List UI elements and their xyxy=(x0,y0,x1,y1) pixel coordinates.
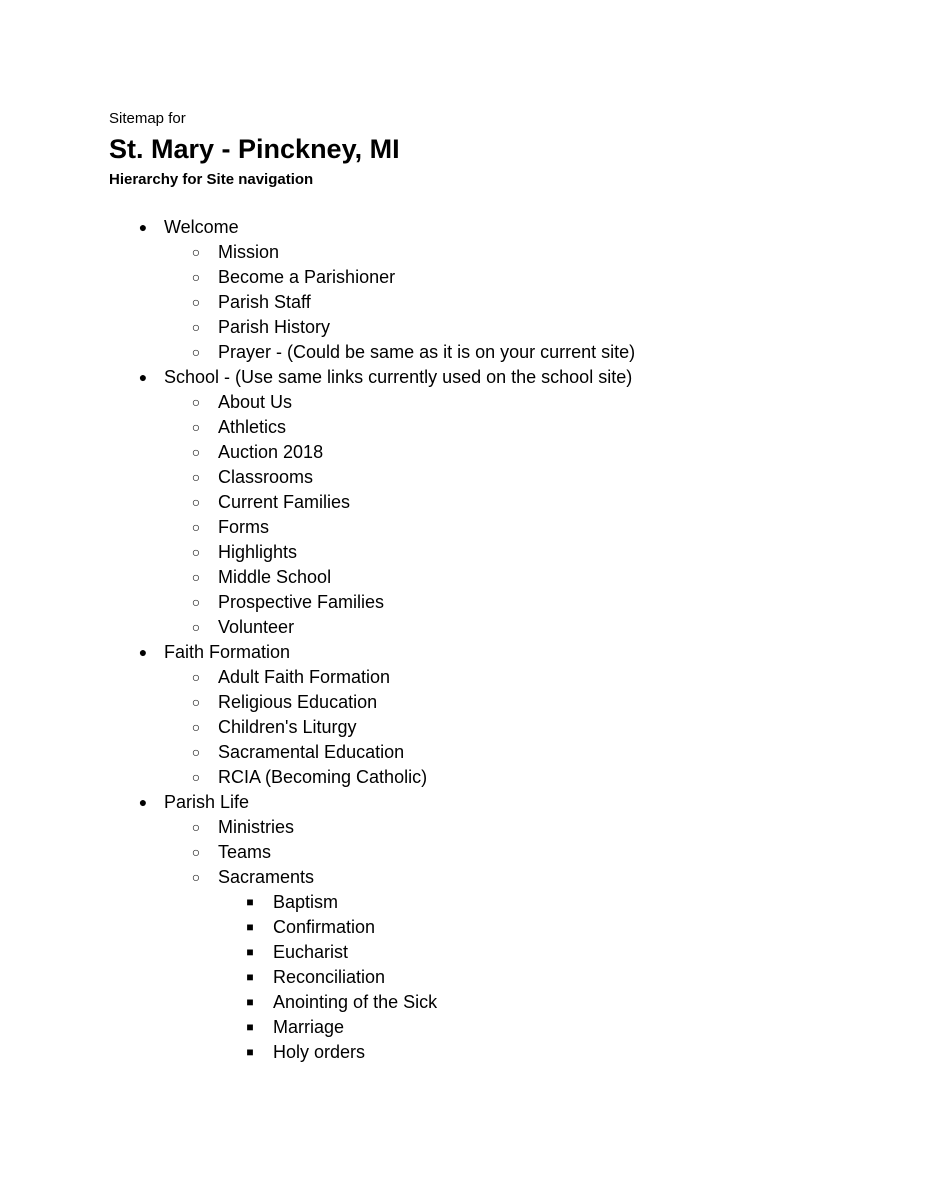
sitemap-item-label: Holy orders xyxy=(273,1042,366,1062)
circle-bullet-icon: ○ xyxy=(191,594,201,610)
sitemap-item-label: Marriage xyxy=(273,1017,345,1037)
page-title: St. Mary - Pinckney, MI xyxy=(109,134,400,164)
sitemap-label: Sitemap for xyxy=(109,110,186,127)
circle-bullet-icon: ○ xyxy=(191,319,201,335)
sitemap-item-label: Mission xyxy=(218,242,280,262)
sitemap-item-label: Parish Staff xyxy=(218,292,311,312)
disc-bullet-icon: ● xyxy=(138,644,148,660)
circle-bullet-icon: ○ xyxy=(191,244,201,260)
sitemap-item-label: Reconciliation xyxy=(273,967,386,987)
circle-bullet-icon: ○ xyxy=(191,844,201,860)
square-bullet-icon: ■ xyxy=(246,945,254,959)
circle-bullet-icon: ○ xyxy=(191,269,201,285)
sitemap-item-label: Sacramental Education xyxy=(218,742,405,762)
square-bullet-icon: ■ xyxy=(246,1020,254,1034)
circle-bullet-icon: ○ xyxy=(191,544,201,560)
circle-bullet-icon: ○ xyxy=(191,494,201,510)
sitemap-item-label: Baptism xyxy=(273,892,339,912)
disc-bullet-icon: ● xyxy=(138,369,148,385)
sitemap-item-label: Ministries xyxy=(218,817,295,837)
sitemap-item-label: Eucharist xyxy=(273,942,349,962)
sitemap-item-label: Prospective Families xyxy=(218,592,385,612)
sitemap-item-label: Parish History xyxy=(218,317,331,337)
square-bullet-icon: ■ xyxy=(246,895,254,909)
circle-bullet-icon: ○ xyxy=(191,419,201,435)
sitemap-item-label: Prayer - (Could be same as it is on your current site) xyxy=(218,342,636,362)
disc-bullet-icon: ● xyxy=(138,794,148,810)
sitemap-item-label: Auction 2018 xyxy=(218,442,324,462)
square-bullet-icon: ■ xyxy=(246,1045,254,1059)
circle-bullet-icon: ○ xyxy=(191,519,201,535)
circle-bullet-icon: ○ xyxy=(191,444,201,460)
sitemap-item-label: RCIA (Becoming Catholic) xyxy=(218,767,428,787)
sitemap-item-label: Anointing of the Sick xyxy=(273,992,438,1012)
circle-bullet-icon: ○ xyxy=(191,294,201,310)
sitemap-item-label: Parish Life xyxy=(164,792,250,812)
square-bullet-icon: ■ xyxy=(246,970,254,984)
sitemap-item-label: Volunteer xyxy=(218,617,295,637)
disc-bullet-icon: ● xyxy=(138,219,148,235)
sitemap-item-label: Children's Liturgy xyxy=(218,717,357,737)
sitemap-item-label: Confirmation xyxy=(273,917,376,937)
circle-bullet-icon: ○ xyxy=(191,869,201,885)
sitemap-item-label: Teams xyxy=(218,842,272,862)
square-bullet-icon: ■ xyxy=(246,920,254,934)
circle-bullet-icon: ○ xyxy=(191,819,201,835)
sitemap-item-label: Sacraments xyxy=(218,867,315,887)
sitemap-item-label: About Us xyxy=(218,392,293,412)
page-subtitle: Hierarchy for Site navigation xyxy=(109,171,314,188)
circle-bullet-icon: ○ xyxy=(191,619,201,635)
sitemap-item-label: Welcome xyxy=(164,217,239,237)
circle-bullet-icon: ○ xyxy=(191,719,201,735)
sitemap-item-label: Religious Education xyxy=(218,692,378,712)
circle-bullet-icon: ○ xyxy=(191,569,201,585)
sitemap-item-label: Athletics xyxy=(218,417,287,437)
sitemap-item-label: School - (Use same links currently used on the school site) xyxy=(164,367,633,387)
sitemap-item-label: Current Families xyxy=(218,492,351,512)
sitemap-item-label: Classrooms xyxy=(218,467,314,487)
circle-bullet-icon: ○ xyxy=(191,744,201,760)
circle-bullet-icon: ○ xyxy=(191,694,201,710)
square-bullet-icon: ■ xyxy=(246,995,254,1009)
circle-bullet-icon: ○ xyxy=(191,669,201,685)
sitemap-item-label: Adult Faith Formation xyxy=(218,667,391,687)
sitemap-item-label: Highlights xyxy=(218,542,298,562)
sitemap-item-label: Forms xyxy=(218,517,269,537)
sitemap-item-label: Middle School xyxy=(218,567,332,587)
circle-bullet-icon: ○ xyxy=(191,769,201,785)
circle-bullet-icon: ○ xyxy=(191,394,201,410)
sitemap-item-label: Faith Formation xyxy=(164,642,291,662)
sitemap-item-label: Become a Parishioner xyxy=(218,267,396,287)
circle-bullet-icon: ○ xyxy=(191,344,201,360)
circle-bullet-icon: ○ xyxy=(191,469,201,485)
